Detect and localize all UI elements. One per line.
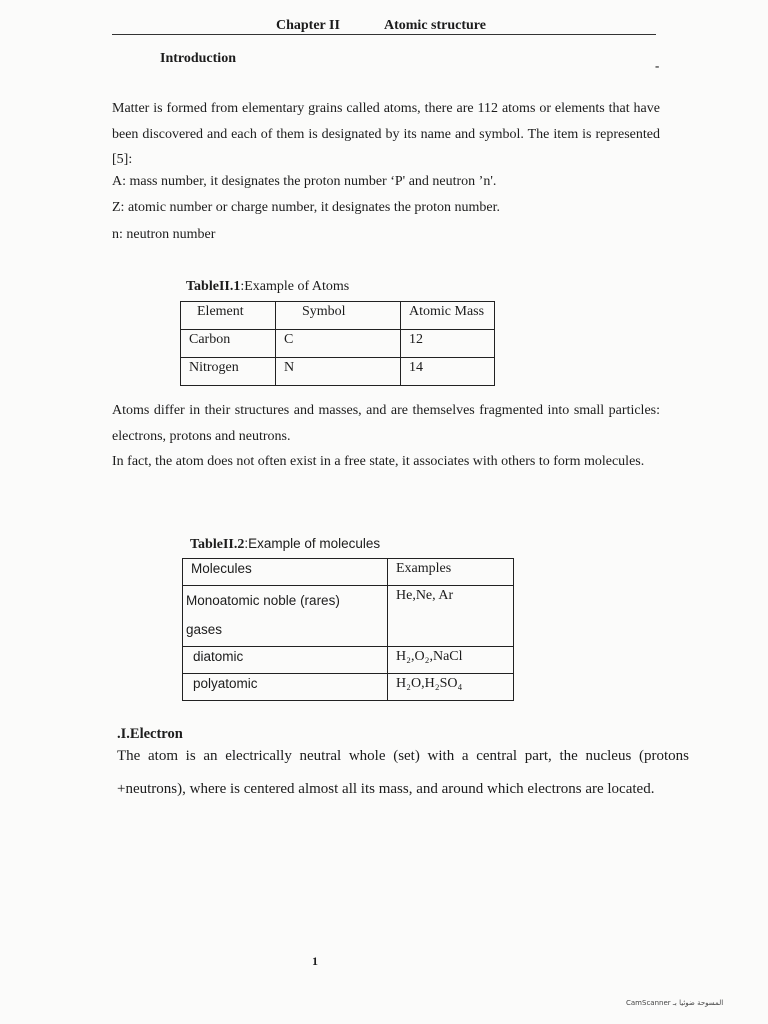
table-row: [181, 330, 495, 358]
table-cell: H₂,O₂,NaCl: [388, 647, 514, 674]
page-number: 1: [312, 954, 318, 968]
definition-n: n: neutron number: [112, 227, 216, 242]
table-cell: N: [276, 358, 401, 386]
table-cell: He,Ne, Ar: [388, 586, 514, 647]
table2-caption-text: :Example of molecules: [244, 536, 381, 551]
table-cell: 14: [401, 358, 495, 386]
table-row: [183, 647, 514, 674]
table2-caption: [190, 536, 380, 553]
table-header-cell: Examples: [388, 559, 514, 586]
table-row: [183, 674, 514, 701]
table-header-cell: Molecules: [183, 559, 388, 586]
molecules-table: [182, 558, 514, 701]
table-header-cell: Element: [181, 302, 276, 330]
chapter-label: Chapter II: [276, 18, 340, 33]
table-cell: 12: [401, 330, 495, 358]
intro-paragraph: Matter is formed from elementary grains called atoms, there are 112 atoms or elements that have been discovered and each of them is designated by its name and symbol. The item is represented [5]:: [112, 101, 660, 167]
table1-caption-prefix: TableII.1: [186, 279, 241, 294]
table-row: [183, 586, 514, 647]
table1-caption-text: :Example of Atoms: [240, 279, 350, 294]
atoms-paragraph-text: Atoms differ in their structures and masses, and are themselves fragmented into small particles: electrons, protons and neutrons.: [112, 403, 660, 444]
definition-a: A: mass number, it designates the proton number ‘P' and neutron ’n'.: [112, 174, 497, 189]
table-cell: H₂O,H₂SO₄: [388, 674, 514, 701]
table-cell: polyatomic: [183, 674, 388, 701]
table-cell: C: [276, 330, 401, 358]
table-header-row: [181, 302, 495, 330]
chapter-title: Atomic structure: [384, 18, 486, 33]
intro-heading: Introduction: [160, 51, 236, 66]
section-heading: .I.Electron: [117, 726, 183, 742]
table-row: [181, 358, 495, 386]
table-header-row: [183, 559, 514, 586]
atoms-paragraph: [112, 398, 660, 475]
page-header: [112, 16, 656, 36]
table-header-cell: Symbol: [276, 302, 401, 330]
table2-caption-prefix: TableII.2: [190, 537, 245, 552]
scanner-watermark: CamScanner المسوحة ضوئيا بـ: [626, 999, 724, 1007]
electron-paragraph: The atom is an electrically neutral whole (set) with a central part, the nucleus (protons +neutrons), where is centered almost all its mass, and around which electrons are located.: [117, 748, 689, 797]
table-cell: Monoatomic noble (rares) gases: [183, 586, 388, 647]
table-cell: Carbon: [181, 330, 276, 358]
table-cell: Nitrogen: [181, 358, 276, 386]
definition-z: Z: atomic number or charge number, it designates the proton number.: [112, 200, 500, 215]
table-header-cell: Atomic Mass: [401, 302, 495, 330]
table1-caption: [186, 279, 349, 295]
table-cell: diatomic: [183, 647, 388, 674]
header-rule: [112, 34, 656, 35]
molecules-paragraph-text: In fact, the atom does not often exist in a free state, it associates with others to form molecules.: [112, 454, 645, 469]
atoms-table: [180, 301, 495, 386]
stray-mark: -: [655, 58, 660, 73]
